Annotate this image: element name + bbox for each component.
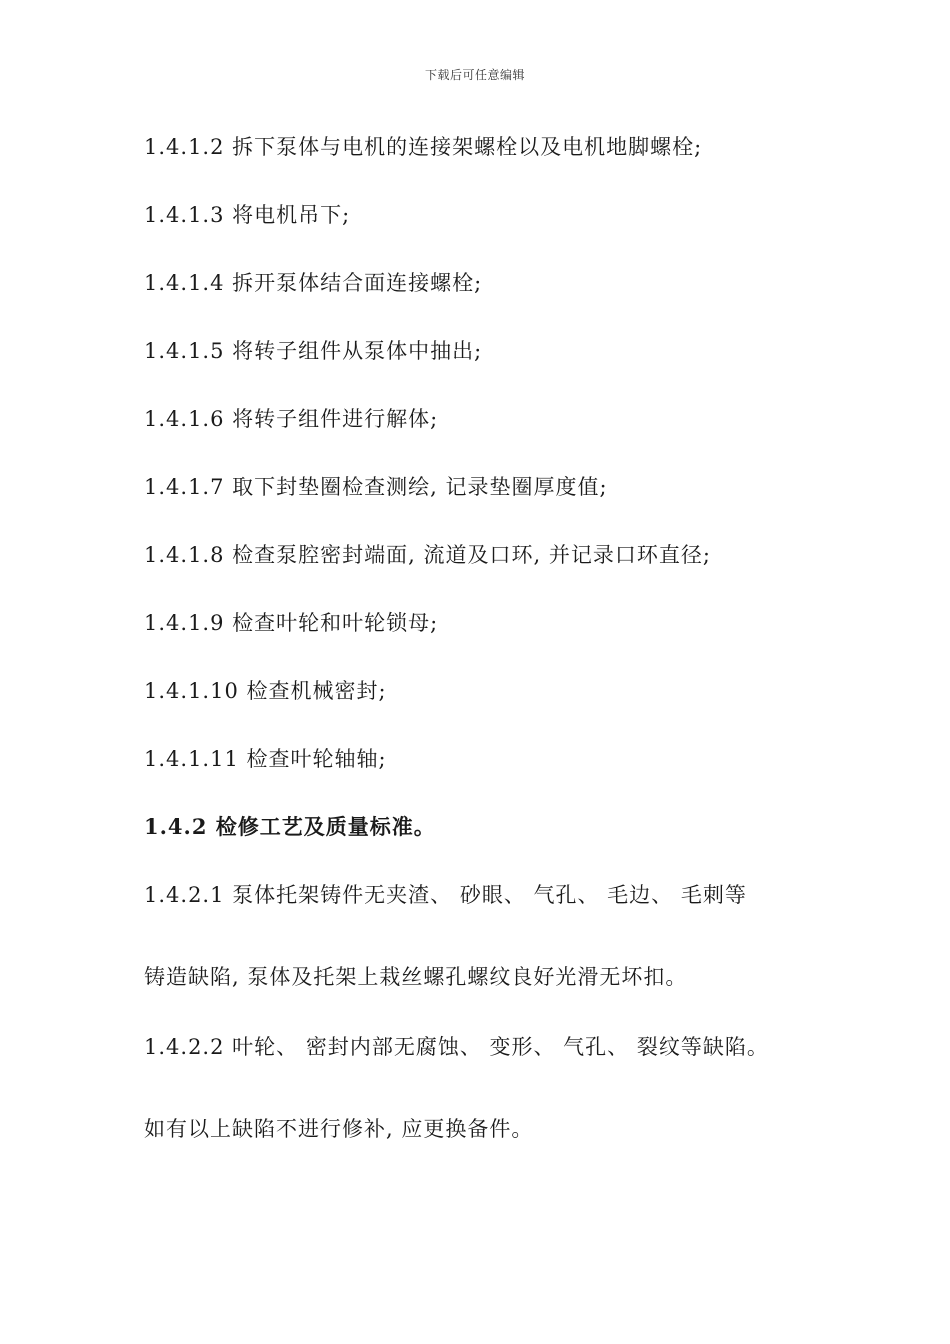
step-1-4-1-8: 1.4.1.8 检查泵腔密封端面, 流道及口环, 并记录口环直径; [144,543,711,567]
standard-1-4-2-2: 1.4.2.2 叶轮、 密封内部无腐蚀、 变形、 气孔、 裂纹等缺陷。 [144,1035,769,1059]
step-1-4-1-5: 1.4.1.5 将转子组件从泵体中抽出; [144,339,483,363]
step-1-4-1-10: 1.4.1.10 检查机械密封; [144,679,387,703]
step-1-4-1-6: 1.4.1.6 将转子组件进行解体; [144,407,439,431]
step-1-4-1-3: 1.4.1.3 将电机吊下; [144,203,351,227]
step-1-4-1-7: 1.4.1.7 取下封垫圈检查测绘, 记录垫圈厚度值; [144,475,608,499]
header-note: 下载后可任意编辑 [424,68,525,82]
standard-1-4-2-1-continued: 铸造缺陷, 泵体及托架上栽丝螺孔螺纹良好光滑无坏扣。 [144,965,688,989]
step-1-4-1-11: 1.4.1.11 检查叶轮轴轴; [144,747,387,771]
step-1-4-1-2: 1.4.1.2 拆下泵体与电机的连接架螺栓以及电机地脚螺栓; [144,135,703,159]
standard-1-4-2-1: 1.4.2.1 泵体托架铸件无夹渣、 砂眼、 气孔、 毛边、 毛刺等 [144,883,747,907]
standard-1-4-2-2-continued: 如有以上缺陷不进行修补, 应更换备件。 [144,1117,534,1141]
section-heading-1-4-2: 1.4.2 检修工艺及质量标准。 [144,814,436,839]
step-1-4-1-9: 1.4.1.9 检查叶轮和叶轮锁母; [144,611,439,635]
step-1-4-1-4: 1.4.1.4 拆开泵体结合面连接螺栓; [144,271,483,295]
